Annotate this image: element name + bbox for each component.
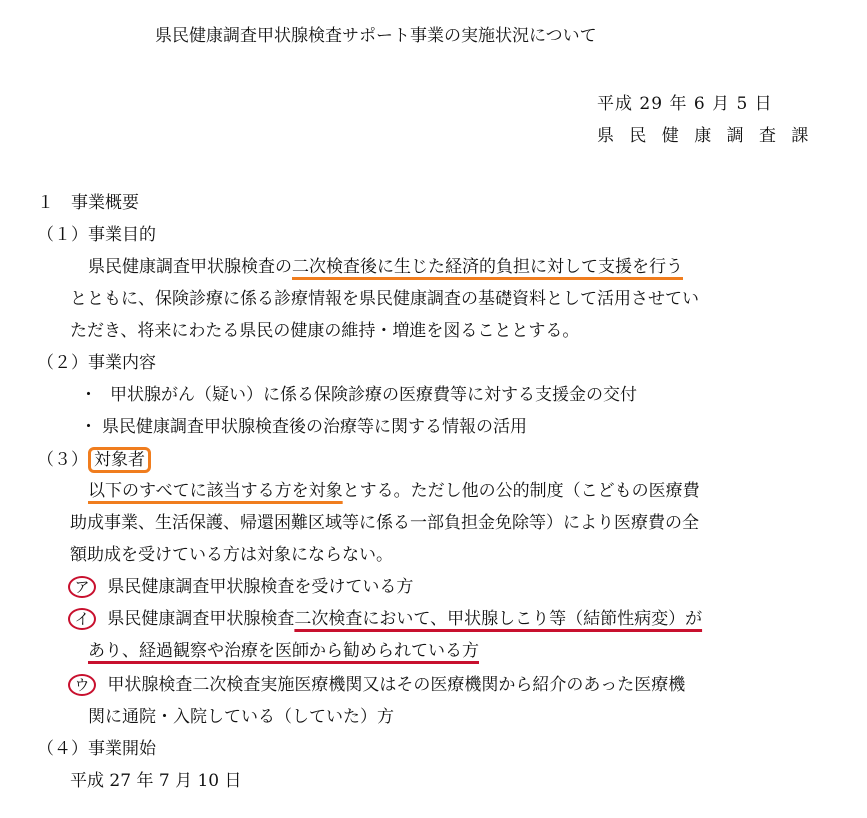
- content-bullet-2: [80, 415, 527, 439]
- item-i-text-pre: 県民健康調査甲状腺検査: [107, 609, 295, 629]
- target-item-u: [68, 673, 685, 697]
- bullet-icon: ・: [80, 417, 97, 437]
- target-heading-boxed: 対象者: [88, 447, 151, 473]
- target-item-i-line-2: [88, 639, 479, 663]
- heading-start: （４）事業開始: [37, 739, 156, 759]
- item-marker-i: イ: [68, 608, 96, 630]
- purpose-line-1: [88, 255, 683, 279]
- target-item-u-line-2: 関に通院・入院している（していた）方: [88, 707, 394, 727]
- heading-target: [37, 447, 151, 473]
- bullet-icon: ・: [80, 385, 97, 405]
- bullet-1-text: 甲状腺がん（疑い）に係る保険診療の医療費等に対する支援金の交付: [110, 385, 637, 405]
- target-line-1: [88, 479, 700, 503]
- target-line-3: 額助成を受けている方は対象にならない。: [70, 545, 393, 565]
- purpose-emphasis: 二次検査後に生じた経済的負担に対して支援を行う: [292, 257, 683, 277]
- item-marker-u: ウ: [68, 674, 96, 696]
- target-emphasis: 以下のすべてに該当する方を対象: [88, 481, 343, 501]
- content-bullet-1: [80, 383, 637, 407]
- item-marker-a: ア: [68, 576, 96, 598]
- target-heading-prefix: （３）: [37, 450, 88, 470]
- target-item-a: [68, 575, 413, 599]
- purpose-line-3: ただき、将来にわたる県民の健康の維持・増進を図ることとする。: [70, 321, 580, 341]
- target-item-i: [68, 607, 702, 631]
- heading-purpose: （１）事業目的: [37, 225, 156, 245]
- bullet-2-text: 県民健康調査甲状腺検査後の治療等に関する情報の活用: [102, 417, 527, 437]
- target-line-1-rest: とする。ただし他の公的制度（こどもの医療費: [342, 481, 700, 501]
- item-i-emphasis-2: あり、経過観察や治療を医師から勧められている方: [88, 641, 479, 661]
- item-i-emphasis-1: 二次検査において、甲状腺しこり等（結節性病変）が: [294, 609, 703, 629]
- start-date: 平成 27 年 7 月 10 日: [70, 771, 242, 791]
- purpose-text-pre: 県民健康調査甲状腺検査の: [88, 257, 292, 277]
- department-name: 県 民 健 康 調 査 課: [597, 126, 814, 146]
- item-u-text-1: 甲状腺検査二次検査実施医療機関又はその医療機関から紹介のあった医療機: [107, 675, 686, 695]
- heading-content: （２）事業内容: [37, 353, 156, 373]
- section-heading-overview: １ 事業概要: [37, 193, 139, 213]
- target-line-2: 助成事業、生活保護、帰還困難区域等に係る一部負担金免除等）により医療費の全: [70, 513, 699, 533]
- document-date: 平成 29 年 6 月 5 日: [597, 94, 773, 114]
- document-title: 県民健康調査甲状腺検査サポート事業の実施状況について: [155, 26, 597, 46]
- purpose-line-2: とともに、保険診療に係る診療情報を県民健康調査の基礎資料として活用させてい: [70, 289, 699, 309]
- item-a-text: 県民健康調査甲状腺検査を受けている方: [107, 577, 414, 597]
